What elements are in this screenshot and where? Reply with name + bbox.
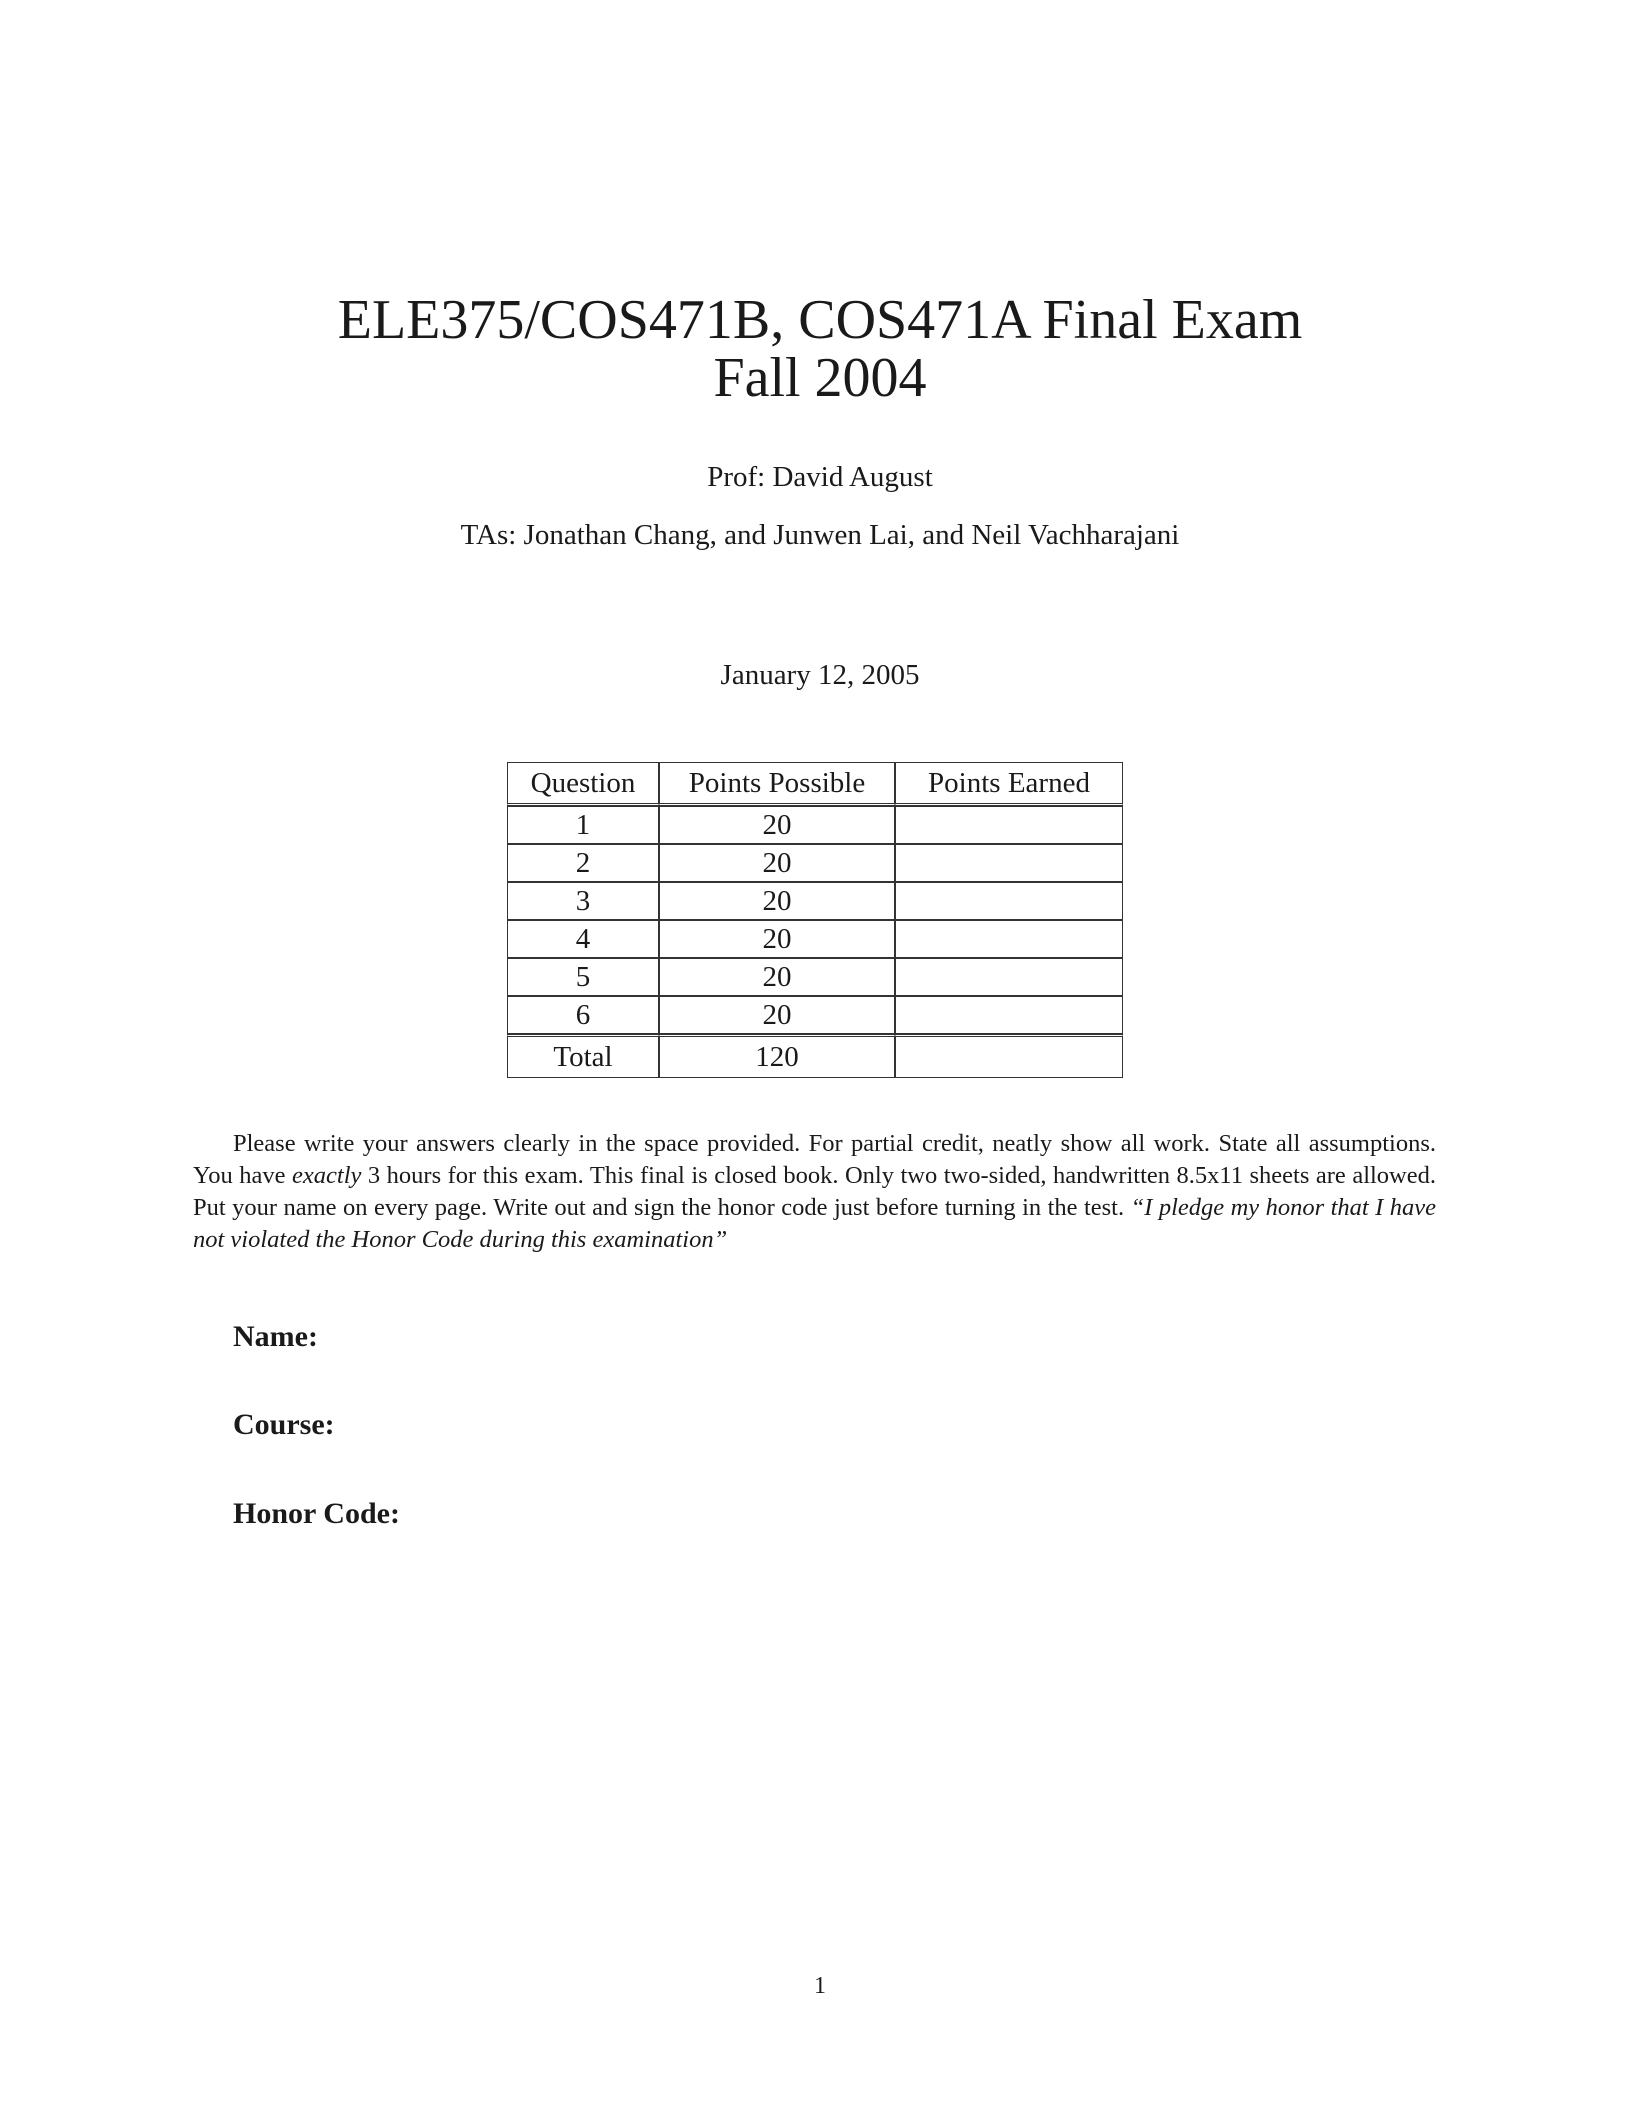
exam-instructions [193, 1128, 1436, 1256]
header-points-earned: Points Earned [895, 762, 1123, 806]
score-table-header [507, 762, 1123, 806]
exam-title: ELE375/COS471B, COS471A Final Exam [337, 289, 1303, 351]
points-possible: 20 [659, 844, 895, 882]
question-number: 4 [507, 920, 659, 958]
table-row [507, 958, 1123, 996]
points-earned-cell [895, 958, 1123, 996]
question-number: 5 [507, 958, 659, 996]
professor-line: Prof: David August [707, 461, 933, 493]
points-possible: 20 [659, 882, 895, 920]
page-number: 1 [814, 1973, 826, 1999]
score-table [507, 762, 1123, 1078]
instructions-emphasis: exactly [292, 1161, 362, 1189]
header-points-possible: Points Possible [659, 762, 895, 806]
points-earned-cell [895, 806, 1123, 844]
question-number: 1 [507, 806, 659, 844]
total-label: Total [507, 1034, 659, 1078]
question-number: 2 [507, 844, 659, 882]
table-row [507, 806, 1123, 844]
exam-date: January 12, 2005 [720, 659, 920, 691]
question-number: 6 [507, 996, 659, 1034]
total-points-possible: 120 [659, 1034, 895, 1078]
instructions-text-part1: Please write your answers clearly in the space provided. For partial credit, neatly show all work. State all assumptions. You have [193, 1129, 1436, 1189]
total-points-earned-cell [895, 1034, 1123, 1078]
points-possible: 20 [659, 958, 895, 996]
question-number: 3 [507, 882, 659, 920]
table-row [507, 844, 1123, 882]
points-earned-cell [895, 882, 1123, 920]
name-field-label: Name: [233, 1320, 318, 1353]
points-possible: 20 [659, 920, 895, 958]
total-row [507, 1034, 1123, 1078]
table-row [507, 882, 1123, 920]
table-row [507, 996, 1123, 1034]
honor-pledge: “I pledge my honor that I have not violated the Honor Code during this examination” [193, 1193, 1436, 1253]
points-possible: 20 [659, 806, 895, 844]
instructions-text-part2: 3 hours for this exam. This final is closed book. Only two two-sided, handwritten 8.5x11 sheets are allowed. Put your name on every page. Write out and sign the honor code just before turning in the test. [193, 1161, 1436, 1221]
tas-line: TAs: Jonathan Chang, and Junwen Lai, and Neil Vachharajani [460, 519, 1180, 551]
table-row [507, 920, 1123, 958]
points-earned-cell [895, 920, 1123, 958]
honor-code-field-label: Honor Code: [233, 1497, 400, 1530]
points-earned-cell [895, 844, 1123, 882]
points-earned-cell [895, 996, 1123, 1034]
exam-term: Fall 2004 [713, 347, 927, 409]
course-field-label: Course: [233, 1408, 335, 1441]
points-possible: 20 [659, 996, 895, 1034]
header-question: Question [507, 762, 659, 806]
